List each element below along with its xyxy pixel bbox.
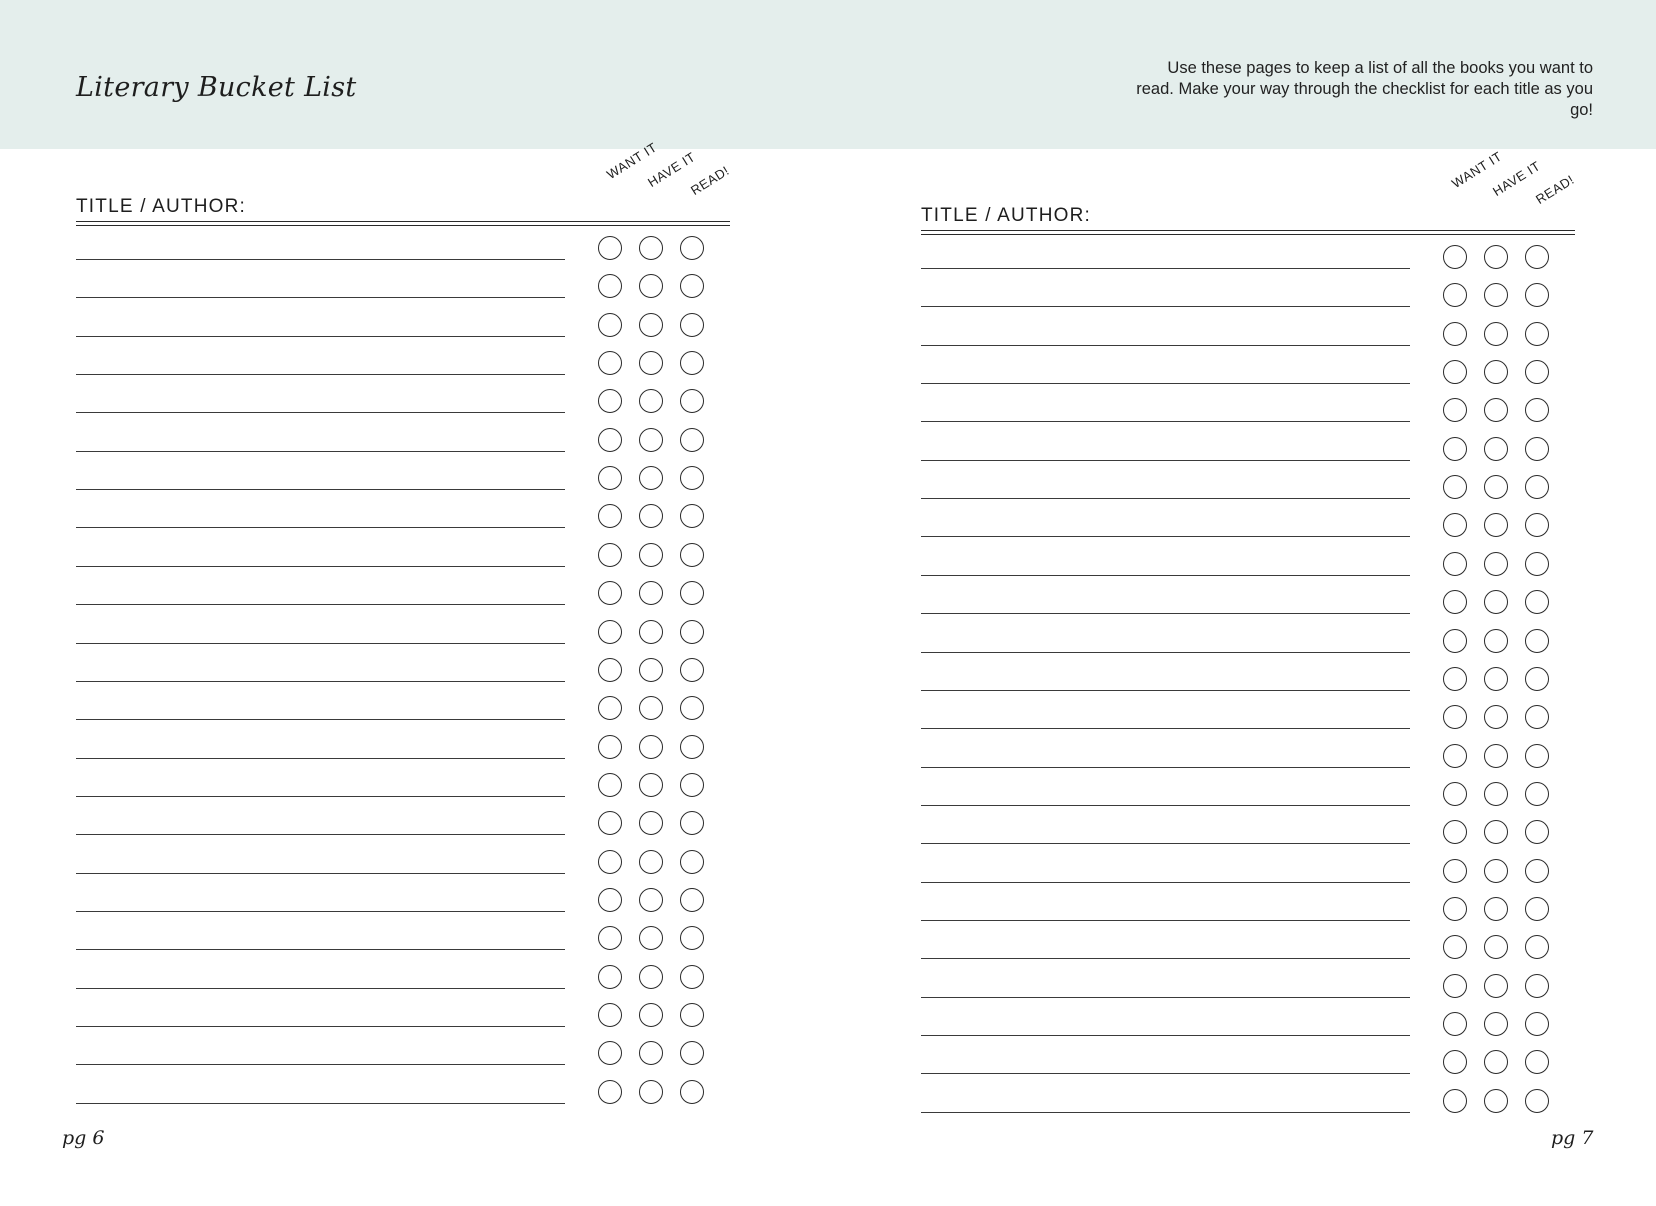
list-item (921, 778, 1575, 816)
want-it-checkbox[interactable] (598, 965, 622, 989)
title-author-line[interactable] (76, 297, 565, 298)
read-checkbox[interactable] (1525, 705, 1549, 729)
title-author-line[interactable] (921, 498, 1410, 499)
title-author-line[interactable] (76, 988, 565, 989)
have-it-checkbox[interactable] (639, 389, 663, 413)
list-item (921, 663, 1575, 701)
title-author-line[interactable] (921, 383, 1410, 384)
list-item (921, 433, 1575, 471)
title-author-line[interactable] (76, 758, 565, 759)
want-it-checkbox[interactable] (598, 1080, 622, 1104)
list-item (76, 577, 730, 615)
have-it-checkbox[interactable] (639, 543, 663, 567)
have-it-checkbox[interactable] (639, 1041, 663, 1065)
read-checkbox[interactable] (1525, 1050, 1549, 1074)
title-author-line[interactable] (921, 460, 1410, 461)
have-it-checkbox[interactable] (1484, 974, 1508, 998)
have-it-checkbox[interactable] (639, 466, 663, 490)
read-checkbox[interactable] (1525, 475, 1549, 499)
have-it-checkbox[interactable] (1484, 629, 1508, 653)
list-item (76, 424, 730, 462)
want-it-checkbox[interactable] (598, 389, 622, 413)
list-item (76, 347, 730, 385)
have-it-checkbox[interactable] (1484, 744, 1508, 768)
title-author-line[interactable] (76, 374, 565, 375)
want-it-checkbox[interactable] (1443, 513, 1467, 537)
have-it-checkbox[interactable] (1484, 897, 1508, 921)
list-item (76, 731, 730, 769)
have-it-checkbox[interactable] (1484, 513, 1508, 537)
have-it-checkbox[interactable] (639, 773, 663, 797)
list-item (76, 1037, 730, 1075)
list-item (76, 309, 730, 347)
title-author-line[interactable] (921, 767, 1410, 768)
title-author-line[interactable] (76, 489, 565, 490)
title-author-line[interactable] (921, 652, 1410, 653)
want-it-checkbox[interactable] (598, 1003, 622, 1027)
have-it-checkbox[interactable] (639, 811, 663, 835)
have-it-checkbox[interactable] (639, 504, 663, 528)
want-it-checkbox[interactable] (598, 313, 622, 337)
list-item (76, 1076, 730, 1114)
have-it-checkbox[interactable] (1484, 667, 1508, 691)
list-item (76, 616, 730, 654)
title-author-header: TITLE / AUTHOR: (921, 205, 1092, 226)
want-it-checkbox[interactable] (598, 543, 622, 567)
have-it-checkbox[interactable] (1484, 283, 1508, 307)
title-author-line[interactable] (921, 1035, 1410, 1036)
want-it-checkbox[interactable] (598, 888, 622, 912)
have-it-checkbox[interactable] (1484, 437, 1508, 461)
want-it-checkbox[interactable] (1443, 360, 1467, 384)
read-checkbox[interactable] (1525, 744, 1549, 768)
read-checkbox[interactable] (1525, 513, 1549, 537)
want-it-checkbox[interactable] (1443, 1089, 1467, 1113)
have-it-checkbox[interactable] (639, 428, 663, 452)
list-item (921, 893, 1575, 931)
list-item (921, 394, 1575, 432)
have-it-checkbox[interactable] (1484, 398, 1508, 422)
want-it-checkbox[interactable] (1443, 820, 1467, 844)
list-item (921, 1008, 1575, 1046)
list-item (76, 232, 730, 270)
title-author-line[interactable] (921, 728, 1410, 729)
read-checkbox[interactable] (680, 313, 704, 337)
have-it-checkbox[interactable] (639, 620, 663, 644)
read-checkbox[interactable] (680, 658, 704, 682)
list-item (921, 586, 1575, 624)
page-title: Literary Bucket List (76, 72, 357, 103)
title-author-header: TITLE / AUTHOR: (76, 196, 247, 217)
have-it-checkbox[interactable] (639, 696, 663, 720)
want-it-checkbox[interactable] (598, 274, 622, 298)
title-author-line[interactable] (921, 843, 1410, 844)
want-it-checkbox[interactable] (598, 696, 622, 720)
title-author-line[interactable] (76, 259, 565, 260)
want-it-checkbox[interactable] (1443, 782, 1467, 806)
want-it-checkbox[interactable] (1443, 859, 1467, 883)
have-it-checkbox[interactable] (1484, 1012, 1508, 1036)
have-it-checkbox[interactable] (639, 274, 663, 298)
read-checkbox[interactable] (680, 389, 704, 413)
title-author-line[interactable] (76, 451, 565, 452)
want-it-checkbox[interactable] (1443, 475, 1467, 499)
list-item (76, 654, 730, 692)
title-author-line[interactable] (76, 719, 565, 720)
want-it-checkbox[interactable] (1443, 437, 1467, 461)
want-it-checkbox[interactable] (598, 735, 622, 759)
column-label-want-it: WANT IT (1449, 148, 1505, 191)
read-checkbox[interactable] (680, 850, 704, 874)
title-author-line[interactable] (921, 575, 1410, 576)
read-checkbox[interactable] (1525, 782, 1549, 806)
read-checkbox[interactable] (1525, 629, 1549, 653)
want-it-checkbox[interactable] (1443, 322, 1467, 346)
have-it-checkbox[interactable] (639, 735, 663, 759)
have-it-checkbox[interactable] (639, 351, 663, 375)
have-it-checkbox[interactable] (1484, 590, 1508, 614)
list-item (76, 270, 730, 308)
title-author-line[interactable] (76, 681, 565, 682)
want-it-checkbox[interactable] (1443, 552, 1467, 576)
title-author-line[interactable] (921, 345, 1410, 346)
have-it-checkbox[interactable] (639, 1080, 663, 1104)
title-author-line[interactable] (76, 1026, 565, 1027)
page-number: pg 7 (1551, 1127, 1594, 1149)
read-checkbox[interactable] (680, 888, 704, 912)
read-checkbox[interactable] (680, 620, 704, 644)
list-item (921, 1046, 1575, 1084)
read-checkbox[interactable] (1525, 322, 1549, 346)
title-author-line[interactable] (921, 306, 1410, 307)
list-item (76, 539, 730, 577)
have-it-checkbox[interactable] (1484, 245, 1508, 269)
title-author-line[interactable] (921, 1112, 1410, 1113)
list-item (921, 279, 1575, 317)
read-checkbox[interactable] (680, 926, 704, 950)
title-author-line[interactable] (76, 336, 565, 337)
column-label-read: READ! (1533, 171, 1577, 207)
read-checkbox[interactable] (1525, 437, 1549, 461)
want-it-checkbox[interactable] (598, 1041, 622, 1065)
have-it-checkbox[interactable] (639, 581, 663, 605)
read-checkbox[interactable] (680, 581, 704, 605)
title-author-line[interactable] (921, 958, 1410, 959)
title-author-line[interactable] (921, 920, 1410, 921)
title-author-line[interactable] (921, 536, 1410, 537)
have-it-checkbox[interactable] (1484, 475, 1508, 499)
title-author-line[interactable] (76, 873, 565, 874)
want-it-checkbox[interactable] (598, 658, 622, 682)
list-item (921, 855, 1575, 893)
title-author-line[interactable] (76, 566, 565, 567)
want-it-checkbox[interactable] (598, 236, 622, 260)
page-number: pg 6 (62, 1127, 105, 1149)
list-item (76, 385, 730, 423)
want-it-checkbox[interactable] (1443, 283, 1467, 307)
list-item (76, 999, 730, 1037)
have-it-checkbox[interactable] (1484, 1050, 1508, 1074)
read-checkbox[interactable] (1525, 552, 1549, 576)
list-item (921, 509, 1575, 547)
have-it-checkbox[interactable] (639, 313, 663, 337)
have-it-checkbox[interactable] (639, 1003, 663, 1027)
read-checkbox[interactable] (680, 965, 704, 989)
want-it-checkbox[interactable] (1443, 974, 1467, 998)
header-double-rule (921, 230, 1575, 235)
read-checkbox[interactable] (680, 1003, 704, 1027)
list-item (921, 740, 1575, 778)
list-item (76, 462, 730, 500)
title-author-line[interactable] (921, 882, 1410, 883)
want-it-checkbox[interactable] (1443, 1050, 1467, 1074)
have-it-checkbox[interactable] (1484, 360, 1508, 384)
title-author-line[interactable] (921, 997, 1410, 998)
have-it-checkbox[interactable] (1484, 782, 1508, 806)
read-checkbox[interactable] (680, 773, 704, 797)
want-it-checkbox[interactable] (598, 581, 622, 605)
list-item (921, 701, 1575, 739)
title-author-line[interactable] (76, 1064, 565, 1065)
left-page (62, 0, 816, 1206)
column-label-want-it: WANT IT (604, 139, 660, 182)
read-checkbox[interactable] (1525, 590, 1549, 614)
instructions-text: Use these pages to keep a list of all the books you want to read. Make your way through the checklist for each title as you go! (1136, 59, 1593, 119)
column-label-read: READ! (688, 162, 732, 198)
have-it-checkbox[interactable] (639, 965, 663, 989)
title-author-line[interactable] (921, 805, 1410, 806)
want-it-checkbox[interactable] (1443, 744, 1467, 768)
have-it-checkbox[interactable] (1484, 705, 1508, 729)
want-it-checkbox[interactable] (1443, 935, 1467, 959)
read-checkbox[interactable] (680, 696, 704, 720)
want-it-checkbox[interactable] (598, 850, 622, 874)
want-it-checkbox[interactable] (1443, 667, 1467, 691)
title-author-line[interactable] (921, 1073, 1410, 1074)
read-checkbox[interactable] (1525, 935, 1549, 959)
title-author-line[interactable] (76, 949, 565, 950)
want-it-checkbox[interactable] (1443, 590, 1467, 614)
have-it-checkbox[interactable] (1484, 1089, 1508, 1113)
list-item (76, 807, 730, 845)
want-it-checkbox[interactable] (598, 504, 622, 528)
list-item (76, 500, 730, 538)
title-author-line[interactable] (921, 690, 1410, 691)
read-checkbox[interactable] (1525, 283, 1549, 307)
title-author-line[interactable] (76, 527, 565, 528)
title-author-line[interactable] (76, 834, 565, 835)
list-item (76, 884, 730, 922)
want-it-checkbox[interactable] (1443, 398, 1467, 422)
have-it-checkbox[interactable] (639, 926, 663, 950)
have-it-checkbox[interactable] (1484, 552, 1508, 576)
have-it-checkbox[interactable] (1484, 820, 1508, 844)
read-checkbox[interactable] (1525, 1012, 1549, 1036)
right-page (921, 0, 1656, 1206)
list-item (921, 970, 1575, 1008)
read-checkbox[interactable] (1525, 360, 1549, 384)
read-checkbox[interactable] (1525, 245, 1549, 269)
want-it-checkbox[interactable] (598, 773, 622, 797)
title-author-line[interactable] (76, 796, 565, 797)
want-it-checkbox[interactable] (598, 428, 622, 452)
list-item (921, 1085, 1575, 1123)
list-item (76, 961, 730, 999)
title-author-line[interactable] (76, 643, 565, 644)
read-checkbox[interactable] (1525, 897, 1549, 921)
have-it-checkbox[interactable] (639, 850, 663, 874)
column-label-have-it: HAVE IT (1490, 158, 1544, 199)
title-author-line[interactable] (76, 412, 565, 413)
have-it-checkbox[interactable] (1484, 859, 1508, 883)
read-checkbox[interactable] (680, 1041, 704, 1065)
list-item (76, 922, 730, 960)
read-checkbox[interactable] (680, 735, 704, 759)
have-it-checkbox[interactable] (639, 888, 663, 912)
column-label-have-it: HAVE IT (645, 149, 699, 190)
have-it-checkbox[interactable] (639, 658, 663, 682)
want-it-checkbox[interactable] (1443, 245, 1467, 269)
read-checkbox[interactable] (1525, 820, 1549, 844)
title-author-line[interactable] (921, 613, 1410, 614)
list-item (921, 931, 1575, 969)
read-checkbox[interactable] (680, 428, 704, 452)
want-it-checkbox[interactable] (1443, 629, 1467, 653)
read-checkbox[interactable] (680, 274, 704, 298)
read-checkbox[interactable] (680, 236, 704, 260)
list-item (76, 769, 730, 807)
title-author-line[interactable] (76, 911, 565, 912)
want-it-checkbox[interactable] (1443, 1012, 1467, 1036)
list-item (921, 318, 1575, 356)
read-checkbox[interactable] (1525, 859, 1549, 883)
read-checkbox[interactable] (680, 1080, 704, 1104)
have-it-checkbox[interactable] (1484, 322, 1508, 346)
list-item (76, 846, 730, 884)
want-it-checkbox[interactable] (598, 466, 622, 490)
read-checkbox[interactable] (1525, 1089, 1549, 1113)
title-author-line[interactable] (921, 421, 1410, 422)
read-checkbox[interactable] (680, 811, 704, 835)
list-item (76, 692, 730, 730)
read-checkbox[interactable] (1525, 667, 1549, 691)
title-author-line[interactable] (76, 1103, 565, 1104)
want-it-checkbox[interactable] (598, 620, 622, 644)
read-checkbox[interactable] (1525, 398, 1549, 422)
read-checkbox[interactable] (1525, 974, 1549, 998)
have-it-checkbox[interactable] (1484, 935, 1508, 959)
list-item (921, 816, 1575, 854)
have-it-checkbox[interactable] (639, 236, 663, 260)
list-item (921, 241, 1575, 279)
read-checkbox[interactable] (680, 466, 704, 490)
want-it-checkbox[interactable] (1443, 897, 1467, 921)
read-checkbox[interactable] (680, 543, 704, 567)
list-item (921, 548, 1575, 586)
list-item (921, 471, 1575, 509)
header-double-rule (76, 221, 730, 226)
list-item (921, 625, 1575, 663)
title-author-line[interactable] (921, 268, 1410, 269)
read-checkbox[interactable] (680, 351, 704, 375)
title-author-line[interactable] (76, 604, 565, 605)
want-it-checkbox[interactable] (598, 811, 622, 835)
want-it-checkbox[interactable] (598, 926, 622, 950)
want-it-checkbox[interactable] (1443, 705, 1467, 729)
read-checkbox[interactable] (680, 504, 704, 528)
list-item (921, 356, 1575, 394)
want-it-checkbox[interactable] (598, 351, 622, 375)
